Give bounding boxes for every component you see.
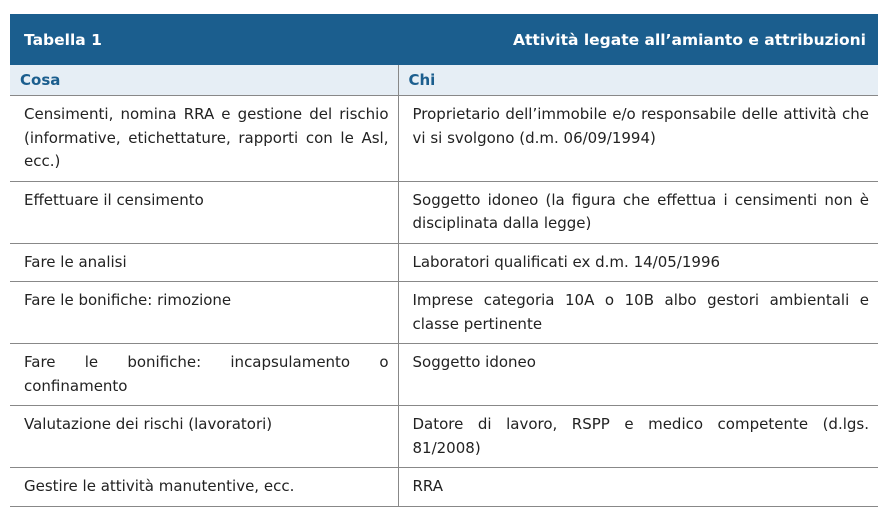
table-row xyxy=(10,344,878,406)
header-row xyxy=(10,65,878,96)
cell-cosa: Gestire le attività manutentive, ecc. xyxy=(10,468,398,507)
table-title-bar xyxy=(10,14,878,65)
column-header-chi: Chi xyxy=(398,65,878,96)
cell-cosa: Fare le analisi xyxy=(10,243,398,282)
cell-cosa: Fare le bonifiche: incapsulamento o confinamento xyxy=(10,344,398,406)
cell-cosa: Valutazione dei rischi (lavoratori) xyxy=(10,406,398,468)
table-body xyxy=(10,65,878,507)
table-row xyxy=(10,282,878,344)
table-row xyxy=(10,243,878,282)
cell-chi: Proprietario dell’immobile e/o responsabile delle attività che vi si svolgono (d.m. 06/09/1994) xyxy=(398,96,878,182)
cell-chi: Soggetto idoneo (la figura che effettua i censimenti non è disciplinata dalla legge) xyxy=(398,181,878,243)
table-label: Tabella 1 xyxy=(24,30,102,49)
table-title: Attività legate all’amianto e attribuzioni xyxy=(513,30,866,49)
cell-cosa: Effettuare il censimento xyxy=(10,181,398,243)
cell-chi: RRA xyxy=(398,468,878,507)
cell-chi: Laboratori qualificati ex d.m. 14/05/1996 xyxy=(398,243,878,282)
table-row xyxy=(10,468,878,507)
cell-chi: Imprese categoria 10A o 10B albo gestori ambientali e classe pertinente xyxy=(398,282,878,344)
cell-chi: Datore di lavoro, RSPP e medico competente (d.lgs. 81/2008) xyxy=(398,406,878,468)
cell-cosa: Fare le bonifiche: rimozione xyxy=(10,282,398,344)
cell-cosa: Censimenti, nomina RRA e gestione del rischio (informative, etichettature, rapporti con le Asl, ecc.) xyxy=(10,96,398,182)
table-row xyxy=(10,96,878,182)
table-row xyxy=(10,181,878,243)
column-header-cosa: Cosa xyxy=(10,65,398,96)
asbestos-activities-table xyxy=(10,14,878,507)
cell-chi: Soggetto idoneo xyxy=(398,344,878,406)
table-row xyxy=(10,406,878,468)
